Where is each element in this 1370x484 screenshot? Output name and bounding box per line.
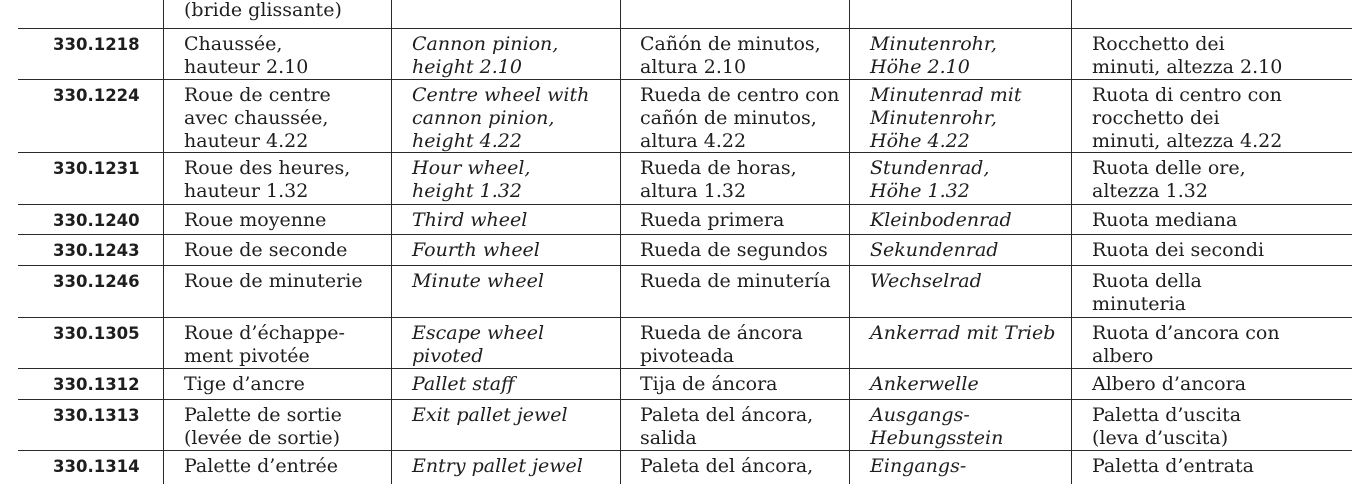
- column-divider: [163, 0, 164, 484]
- row-divider: [18, 450, 1352, 451]
- term-german: Ausgangs- Hebungsstein: [870, 404, 1004, 449]
- term-french: Roue d’échappe- ment pivotée: [184, 322, 345, 367]
- term-italian: Ruota d’ancora con albero: [1092, 322, 1280, 367]
- row-divider: [18, 234, 1352, 235]
- term-french: Roue de seconde: [184, 239, 348, 261]
- term-german: Sekundenrad: [870, 239, 999, 261]
- term-italian: Paletta d’uscita (leva d’uscita): [1092, 404, 1242, 449]
- term-french: Roue de minuterie: [184, 270, 363, 292]
- term-german: Ankerrad mit Trieb: [870, 322, 1056, 344]
- row-divider: [18, 399, 1352, 400]
- term-spanish: Rueda de áncora pivoteada: [640, 322, 803, 367]
- part-number: 330.1314: [53, 457, 140, 476]
- term-english: Fourth wheel: [412, 239, 540, 261]
- term-italian: Ruota mediana: [1092, 209, 1238, 231]
- term-spanish: Cañón de minutos, altura 2.10: [640, 33, 821, 78]
- term-german: Kleinbodenrad: [870, 209, 1012, 231]
- term-spanish: Rueda primera: [640, 209, 785, 231]
- term-spanish: Rueda de segundos: [640, 239, 828, 261]
- term-english: Entry pallet jewel: [412, 455, 583, 477]
- term-spanish: Tija de áncora: [640, 373, 778, 395]
- row-divider: [18, 79, 1352, 80]
- term-english: Pallet staff: [412, 373, 515, 395]
- part-number: 330.1312: [53, 375, 140, 394]
- term-german: Ankerwelle: [870, 373, 979, 395]
- row-divider: [18, 265, 1352, 266]
- term-german: Stundenrad, Höhe 1.32: [870, 157, 990, 202]
- column-divider: [849, 0, 850, 484]
- term-italian: Ruota delle ore, altezza 1.32: [1092, 157, 1246, 202]
- term-french: Palette de sortie (levée de sortie): [184, 404, 342, 449]
- term-french: (bride glissante): [184, 0, 342, 21]
- row-divider: [18, 28, 1352, 29]
- part-number: 330.1240: [53, 211, 140, 230]
- term-spanish: Paleta del áncora,: [640, 455, 814, 477]
- term-spanish: Rueda de horas, altura 1.32: [640, 157, 797, 202]
- term-italian: Rocchetto dei minuti, altezza 2.10: [1092, 33, 1283, 78]
- term-german: Eingangs-: [870, 455, 967, 477]
- term-spanish: Paleta del áncora, salida: [640, 404, 814, 449]
- term-english: Hour wheel, height 1.32: [412, 157, 531, 202]
- term-french: Tige d’ancre: [184, 373, 305, 395]
- term-spanish: Rueda de minutería: [640, 270, 831, 292]
- term-french: Roue des heures, hauteur 1.32: [184, 157, 351, 202]
- term-french: Roue de centre avec chaussée, hauteur 4.22: [184, 84, 331, 152]
- row-divider: [18, 368, 1352, 369]
- term-german: Minutenrad mit Minutenrohr, Höhe 4.22: [870, 84, 1022, 152]
- row-divider: [18, 204, 1352, 205]
- row-divider: [18, 152, 1352, 153]
- term-german: Wechselrad: [870, 270, 982, 292]
- term-italian: Albero d’ancora: [1092, 373, 1247, 395]
- term-italian: Ruota di centro con rocchetto dei minuti, altezza 4.22: [1092, 84, 1283, 152]
- part-number: 330.1246: [53, 272, 140, 291]
- part-number: 330.1305: [53, 324, 140, 343]
- term-english: Escape wheel pivoted: [412, 322, 545, 367]
- term-french: Chaussée, hauteur 2.10: [184, 33, 309, 78]
- part-number: 330.1243: [53, 241, 140, 260]
- column-divider: [620, 0, 621, 484]
- term-english: Centre wheel with cannon pinion, height 4.22: [412, 84, 590, 152]
- row-divider: [18, 317, 1352, 318]
- part-number: 330.1231: [53, 159, 140, 178]
- term-german: Minutenrohr, Höhe 2.10: [870, 33, 997, 78]
- term-english: Exit pallet jewel: [412, 404, 568, 426]
- term-italian: Paletta d’entrata: [1092, 455, 1254, 477]
- column-divider: [1071, 0, 1072, 484]
- term-italian: Ruota della minuteria: [1092, 270, 1202, 315]
- term-english: Minute wheel: [412, 270, 544, 292]
- part-number: 330.1313: [53, 406, 140, 425]
- term-french: Roue moyenne: [184, 209, 327, 231]
- term-english: Third wheel: [412, 209, 528, 231]
- term-spanish: Rueda de centro con cañón de minutos, altura 4.22: [640, 84, 840, 152]
- term-french: Palette d’entrée: [184, 455, 339, 477]
- part-number: 330.1218: [53, 35, 140, 54]
- term-italian: Ruota dei secondi: [1092, 239, 1265, 261]
- column-divider: [391, 0, 392, 484]
- part-number: 330.1224: [53, 86, 140, 105]
- term-english: Cannon pinion, height 2.10: [412, 33, 559, 78]
